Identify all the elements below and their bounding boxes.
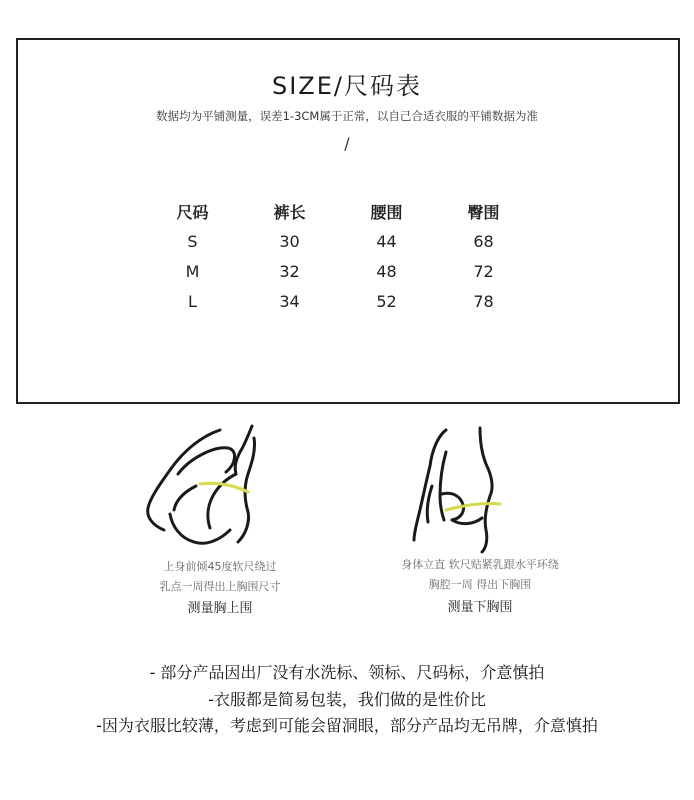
table-row [144,256,532,286]
note-line: -因为衣服比较薄，考虑到可能会留洞眼，部分产品均无吊牌，介意慎拍 [96,716,598,735]
upper-bust-instruction-2: 乳点一周得出上胸围尺寸 [159,580,281,593]
table-cell: 34 [279,291,300,311]
upper-bust-illustration [140,422,300,554]
note-line: -衣服都是简易包装，我们做的是性价比 [208,690,486,709]
table-cell: M [185,261,200,281]
lower-bust-illustration [392,422,522,554]
measurement-note: 数据均为平铺测量，误差1-3CM属于正常，以自己合适衣服的平铺数据为准 [156,109,538,123]
table-cell: 78 [473,291,494,311]
table-cell: L [188,291,197,311]
lower-bust-label: 测量下胸围 [447,600,513,615]
table-cell: 44 [376,231,397,251]
upper-bust-instruction-1: 上身前倾45度软尺绕过 [163,560,277,573]
table-cell: 32 [279,261,300,281]
table-cell: 52 [376,291,397,311]
header-length: 裤长 [273,202,306,222]
table-row [144,226,532,256]
table-cell: S [187,231,198,251]
lower-bust-instruction-2: 胸腔一周 得出下胸围 [428,578,532,591]
table-cell: 68 [473,231,494,251]
header-size: 尺码 [176,202,209,222]
header-hip: 臀围 [467,202,500,222]
note-line: - 部分产品因出厂没有水洗标、领标、尺码标，介意慎拍 [149,663,545,682]
table-cell: 72 [473,261,494,281]
table-cell: 30 [279,231,300,251]
lower-bust-instruction-1: 身体立直 软尺贴紧乳跟水平环绕 [401,558,559,571]
table-cell: 48 [376,261,397,281]
title-divider: / [344,134,350,153]
table-header-row [144,196,532,226]
size-table [144,196,532,316]
upper-bust-label: 测量胸上围 [187,601,253,616]
header-waist: 腰围 [370,202,403,222]
table-row [144,286,532,316]
page-title: SIZE/尺码表 [271,72,422,100]
